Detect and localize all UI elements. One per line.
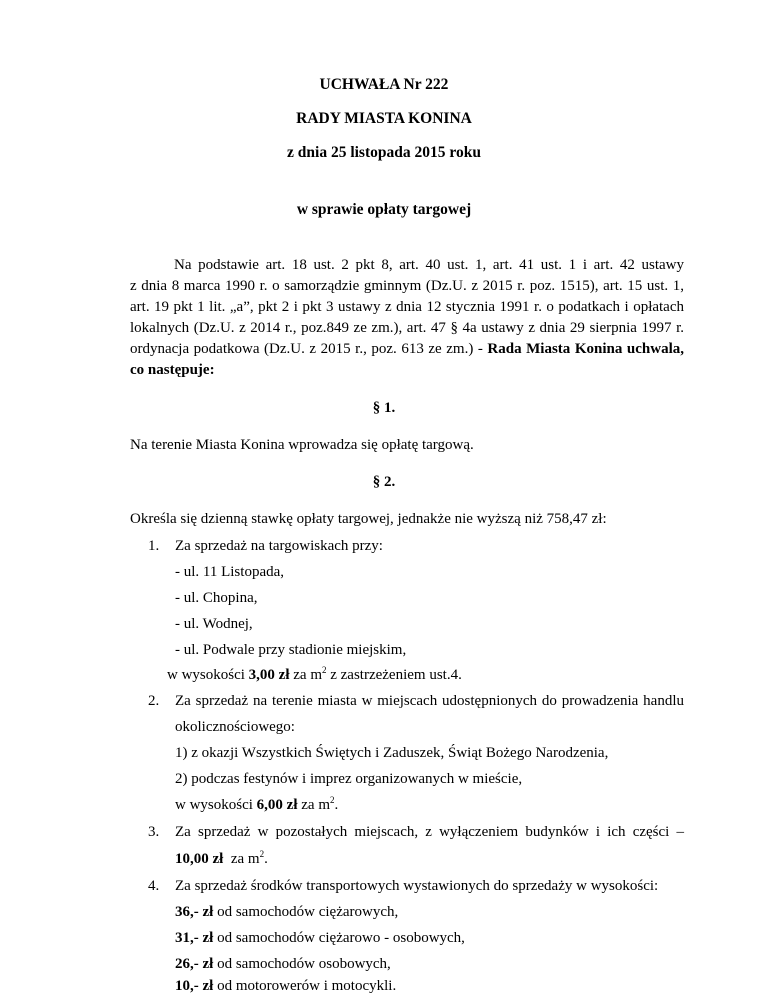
rate-suffix: . bbox=[334, 797, 339, 813]
sub-item: 1) z okazji Wszystkich Świętych i Zaduszek, Świąt Bożego Narodzenia, bbox=[175, 745, 609, 761]
rate-prefix: w wysokości bbox=[167, 667, 249, 683]
rate-amount: 10,00 zł bbox=[175, 851, 224, 867]
preamble-bold-line: co następuje: bbox=[130, 362, 215, 378]
vehicle-rate bbox=[175, 956, 391, 973]
resolution-number: UCHWAŁA Nr 222 bbox=[319, 76, 449, 93]
preamble-line: z dnia 8 marca 1990 r. o samorządzie gminnym (Dz.U. z 2015 r. poz. 1515), art. 15 ust. 1, bbox=[130, 278, 684, 294]
rate-prefix: w wysokości bbox=[175, 797, 257, 813]
rate-unit-exponent: 2 bbox=[329, 795, 335, 805]
preamble-text: ordynacja podatkowa (Dz.U. z 2015 r., poz. 613 ze zm.) - bbox=[130, 341, 488, 357]
council-name: RADY MIASTA KONINA bbox=[296, 110, 472, 127]
section-2-heading: § 2. bbox=[372, 474, 396, 490]
rate-amount: 3,00 zł bbox=[248, 667, 290, 683]
rate-amount: 26,- zł bbox=[175, 956, 214, 972]
rate-amount: 36,- zł bbox=[175, 904, 214, 920]
section-1-text: Na terenie Miasta Konina wprowadza się opłatę targową. bbox=[130, 437, 474, 453]
preamble-line: Na podstawie art. 18 ust. 2 pkt 8, art. 40 ust. 1, art. 41 ust. 1 i art. 42 ustawy bbox=[174, 257, 684, 273]
item-1-text: Za sprzedaż na targowiskach przy: bbox=[175, 538, 383, 554]
rate-suffix: . bbox=[264, 851, 268, 867]
street-item: - ul. Podwale przy stadionie miejskim, bbox=[175, 642, 407, 658]
item-4-text: Za sprzedaż środków transportowych wystawionych do sprzedaży w wysokości: bbox=[175, 878, 659, 894]
vehicle-rate bbox=[175, 978, 396, 995]
rate-description: od samochodów ciężarowych, bbox=[213, 904, 399, 920]
item-3-text: Za sprzedaż w pozostałych miejscach, z wyłączeniem budynków i ich części – bbox=[175, 824, 684, 840]
vehicle-rate bbox=[175, 930, 465, 947]
preamble-line: art. 19 pkt 1 lit. „a”, pkt 2 i pkt 3 ustawy z dnia 12 stycznia 1991 r. o podatkach i opłatach bbox=[130, 299, 684, 315]
item-2-number: 2. bbox=[148, 693, 160, 709]
street-item: - ul. Chopina, bbox=[175, 590, 258, 606]
rate-unit: za m bbox=[297, 797, 330, 813]
section-2-intro: Określa się dzienną stawkę opłaty targowej, jednakże nie wyższą niż 758,47 zł: bbox=[130, 511, 607, 527]
rate-unit: za m bbox=[223, 851, 260, 867]
rate-description: od motorowerów i motocykli. bbox=[213, 978, 397, 994]
item-3-rate bbox=[175, 851, 268, 868]
item-4-number: 4. bbox=[148, 878, 160, 894]
preamble-line: lokalnych (Dz.U. z 2014 r., poz.849 ze zm.), art. 47 § 4a ustawy z dnia 29 sierpnia 1997 r. bbox=[130, 320, 684, 336]
resolution-subject: w sprawie opłaty targowej bbox=[296, 201, 472, 218]
rate-unit: za m bbox=[289, 667, 322, 683]
rate-amount: 6,00 zł bbox=[256, 797, 298, 813]
item-1-number: 1. bbox=[148, 538, 160, 554]
rate-unit-exponent: 2 bbox=[259, 849, 265, 859]
sub-item: 2) podczas festynów i imprez organizowanych w mieście, bbox=[175, 771, 523, 787]
rate-description: od samochodów osobowych, bbox=[213, 956, 391, 972]
vehicle-rate bbox=[175, 904, 398, 921]
rate-description: od samochodów ciężarowo - osobowych, bbox=[213, 930, 465, 946]
resolution-date: z dnia 25 listopada 2015 roku bbox=[287, 144, 481, 161]
street-item: - ul. 11 Listopada, bbox=[175, 564, 285, 580]
rate-amount: 31,- zł bbox=[175, 930, 214, 946]
item-2-text: Za sprzedaż na terenie miasta w miejscach udostępnionych do prowadzenia handlu bbox=[175, 693, 684, 709]
rate-suffix: z zastrzeżeniem ust.4. bbox=[326, 667, 462, 683]
item-3-number: 3. bbox=[148, 824, 160, 840]
rate-unit-exponent: 2 bbox=[321, 665, 327, 675]
preamble-line bbox=[130, 341, 684, 358]
section-1-heading: § 1. bbox=[372, 400, 396, 416]
preamble-bold-tail: Rada Miasta Konina uchwala, bbox=[487, 341, 684, 357]
rate-amount: 10,- zł bbox=[175, 978, 214, 994]
item-2-rate bbox=[175, 797, 338, 814]
street-item: - ul. Wodnej, bbox=[175, 616, 253, 632]
item-2-text-cont: okolicznościowego: bbox=[175, 719, 295, 735]
item-1-rate bbox=[167, 667, 462, 684]
